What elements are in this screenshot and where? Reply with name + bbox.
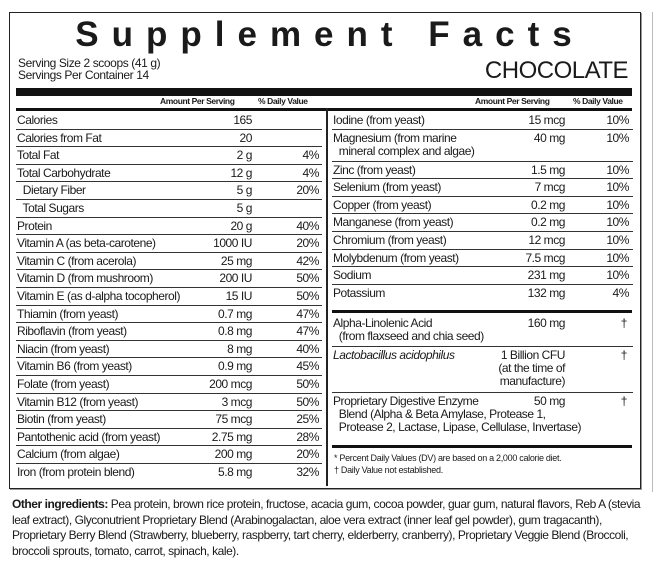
- column-divider: [326, 108, 328, 486]
- nutrient-name: Vitamin D (from mushroom): [17, 271, 153, 286]
- nutrient-row: [332, 112, 633, 130]
- nutrient-row: [16, 341, 322, 359]
- nutrient-amount: 40 mg: [533, 130, 565, 145]
- nutrient-row: [16, 165, 322, 183]
- nutrient-dv: 10%: [606, 268, 629, 283]
- nutrient-name: Proprietary Digestive Enzyme Blend (Alpha & Beta Amylase, Protease 1, Protease 2, Lactase, Lipase, Cellulase, Invertase): [333, 394, 582, 434]
- nutrient-row: [332, 315, 633, 347]
- nutrient-amount: 8 mg: [227, 341, 252, 356]
- nutrient-row: [332, 214, 633, 232]
- nutrient-row: [332, 130, 633, 162]
- nutrient-amount: 0.7 mg: [218, 306, 252, 321]
- header-dv-right: % Daily Value: [573, 96, 623, 106]
- nutrient-amount: 200 IU: [219, 271, 252, 286]
- nutrient-dv: 4%: [302, 148, 319, 163]
- nutrient-amount: 2 g: [236, 148, 252, 163]
- thick-divider: [332, 310, 632, 313]
- nutrient-amount: 5.8 mg: [218, 465, 252, 479]
- nutrient-amount: 165: [233, 113, 252, 127]
- serving-size: Serving Size 2 scoops (41 g): [18, 56, 161, 70]
- nutrient-dv: 10%: [606, 197, 629, 212]
- nutrient-row: [16, 358, 322, 376]
- nutrient-name: Zinc (from yeast): [333, 162, 416, 177]
- nutrient-row: [16, 446, 322, 464]
- header-amount-left: Amount Per Serving: [160, 96, 235, 106]
- nutrient-amount: 50 mg: [533, 394, 565, 408]
- nutrient-row: [16, 253, 322, 271]
- nutrient-row: [16, 323, 322, 341]
- nutrient-name: Alpha-Linolenic Acid (from flaxseed and chia seed): [333, 316, 484, 343]
- header-divider: [16, 108, 632, 111]
- nutrient-row: [16, 130, 322, 148]
- nutrient-name: Calories: [17, 113, 58, 127]
- nutrient-row: [16, 288, 322, 306]
- nutrient-name: Calories from Fat: [17, 130, 102, 145]
- nutrient-name: Total Fat: [17, 148, 59, 163]
- nutrient-row: [16, 200, 322, 218]
- servings-per-container: Servings Per Container 14: [18, 68, 149, 82]
- nutrient-name: Thiamin (from yeast): [17, 306, 119, 321]
- nutrient-row: [332, 285, 633, 303]
- nutrient-amount: 12 mcg: [528, 233, 565, 247]
- nutrient-amount: 12 g: [230, 165, 252, 180]
- nutrient-dv: 10%: [606, 215, 629, 230]
- nutrient-name: Vitamin B12 (from yeast): [17, 394, 139, 409]
- nutrient-name: Calcium (from algae): [17, 447, 120, 462]
- footnote-dv: * Percent Daily Values (DV) are based on a 2,000 calorie diet.: [334, 453, 562, 463]
- nutrient-name: Magnesium (from marine mineral complex and algae): [333, 130, 475, 158]
- nutrient-name: Vitamin A (as beta-carotene): [17, 236, 156, 251]
- nutrient-amount: 3 mcg: [221, 394, 252, 409]
- nutrient-row: [16, 218, 322, 236]
- nutrient-dv: 50%: [296, 394, 319, 409]
- nutrient-dv: 47%: [296, 324, 319, 339]
- nutrient-dv: 28%: [296, 429, 319, 444]
- nutrient-dv: †: [620, 394, 627, 408]
- nutrient-dv: †: [620, 316, 627, 330]
- nutrient-row: [332, 162, 633, 180]
- nutrient-row: [16, 464, 322, 482]
- nutrient-dv: 20%: [296, 447, 319, 462]
- nutrient-name: Vitamin E (as d-alpha tocopherol): [17, 289, 181, 303]
- nutrient-name: Folate (from yeast): [17, 377, 110, 391]
- nutrient-name: Dietary Fiber: [17, 183, 86, 198]
- nutrient-dv: 32%: [296, 465, 319, 479]
- nutrient-name: Selenium (from yeast): [333, 180, 441, 195]
- nutrient-dv: 10%: [606, 233, 629, 247]
- edge-line: [652, 12, 653, 492]
- nutrient-amount: 1 Billion CFU (at the time of manufacture): [498, 348, 565, 388]
- flavor-label: CHOCOLATE: [484, 57, 628, 84]
- nutrient-name: Chromium (from yeast): [333, 233, 447, 247]
- other-ingredients-text: Pea protein, brown rice protein, fructose, acacia gum, cocoa powder, guar gum, natural flavors, Reb A (stevia leaf extract), Glyconutrient Proprietary Blend (Arabinogalactan, aloe vera extract (inner leaf gel powder), gum tragacanth), Proprietary Berry Blend (Strawberry, blueberry, raspberry, tart cherry, elderberry, cranberry), Proprietary Veggie Blend (Broccoli, broccoli sprouts, tomato, carrot, spinach, kale).: [12, 497, 641, 558]
- nutrient-dv: †: [620, 348, 627, 362]
- nutrient-name: Vitamin B6 (from yeast): [17, 359, 132, 374]
- nutrient-amount: 0.2 mg: [531, 197, 565, 212]
- nutrient-amount: 7 mcg: [534, 180, 565, 195]
- nutrient-name: Biotin (from yeast): [17, 412, 106, 427]
- nutrient-row: [16, 411, 322, 429]
- nutrient-amount: 1.5 mg: [531, 162, 565, 177]
- nutrient-row: [16, 112, 322, 130]
- nutrient-amount: 75 mcg: [215, 412, 252, 427]
- nutrient-dv: 47%: [296, 306, 319, 321]
- nutrient-row: [16, 270, 322, 288]
- nutrient-name: Total Carbohydrate: [17, 165, 111, 180]
- nutrient-dv: 45%: [296, 359, 319, 374]
- header-dv-left: % Daily Value: [258, 96, 308, 106]
- nutrient-name: Lactobacillus acidophilus: [333, 348, 455, 362]
- nutrient-amount: 231 mg: [527, 268, 565, 283]
- nutrient-name: Copper (from yeast): [333, 197, 432, 212]
- nutrient-row: [332, 347, 633, 393]
- nutrient-dv: 10%: [606, 162, 629, 177]
- nutrient-row: [16, 147, 322, 165]
- nutrient-row: [332, 393, 633, 441]
- nutrient-amount: 20: [239, 130, 252, 145]
- nutrient-amount: 160 mg: [527, 316, 565, 330]
- nutrient-row: [332, 179, 633, 197]
- nutrient-name: Niacin (from yeast): [17, 341, 110, 356]
- nutrient-amount: 200 mcg: [209, 377, 252, 391]
- nutrient-name: Iodine (from yeast): [333, 113, 425, 127]
- thick-divider: [16, 88, 632, 96]
- nutrient-name: Molybdenum (from yeast): [333, 250, 459, 265]
- nutrient-dv: 10%: [606, 113, 629, 127]
- nutrient-amount: 5 g: [236, 201, 252, 215]
- nutrient-row: [16, 235, 322, 253]
- other-ingredients-label: Other ingredients:: [12, 497, 108, 511]
- header-amount-right: Amount Per Serving: [475, 96, 550, 106]
- nutrient-row: [332, 197, 633, 215]
- nutrient-dv: 20%: [296, 236, 319, 251]
- nutrient-amount: 7.5 mcg: [525, 250, 565, 265]
- nutrient-amount: 200 mg: [214, 447, 252, 462]
- nutrient-name: Protein: [17, 218, 52, 233]
- nutrient-name: Total Sugars: [17, 201, 84, 215]
- nutrient-dv: 25%: [296, 412, 319, 427]
- nutrient-dv: 42%: [296, 253, 319, 268]
- nutrient-name: Vitamin C (from acerola): [17, 253, 137, 268]
- nutrient-dv: 10%: [606, 130, 629, 145]
- nutrient-amount: 15 mcg: [528, 113, 565, 127]
- nutrient-amount: 0.2 mg: [531, 215, 565, 230]
- nutrient-name: Riboflavin (from yeast): [17, 324, 127, 339]
- nutrient-dv: 10%: [606, 250, 629, 265]
- nutrient-amount: 5 g: [236, 183, 252, 198]
- nutrient-dv: 4%: [612, 285, 629, 300]
- nutrient-row: [16, 394, 322, 412]
- nutrient-amount: 132 mg: [527, 285, 565, 300]
- supplement-facts-panel: [9, 12, 641, 489]
- nutrient-name: Iron (from protein blend): [17, 465, 135, 479]
- nutrient-name: Potassium: [333, 285, 385, 300]
- nutrient-name: Manganese (from yeast): [333, 215, 454, 230]
- other-ingredients: [12, 497, 652, 559]
- nutrient-row: [332, 232, 633, 250]
- nutrient-dv: 40%: [296, 341, 319, 356]
- thick-divider: [332, 445, 632, 448]
- nutrient-name: Pantothenic acid (from yeast): [17, 429, 161, 444]
- nutrient-dv: 40%: [296, 218, 319, 233]
- nutrient-amount: 25 mg: [220, 253, 252, 268]
- nutrient-row: [16, 429, 322, 447]
- nutrient-row: [332, 250, 633, 268]
- nutrient-dv: 50%: [296, 271, 319, 286]
- nutrient-dv: 4%: [302, 165, 319, 180]
- nutrient-row: [16, 376, 322, 394]
- nutrient-dv: 10%: [606, 180, 629, 195]
- nutrient-name: Sodium: [333, 268, 371, 283]
- nutrient-row: [16, 306, 322, 324]
- nutrient-dv: 50%: [296, 289, 319, 303]
- nutrient-amount: 1000 IU: [213, 236, 252, 251]
- nutrient-amount: 0.8 mg: [218, 324, 252, 339]
- nutrient-amount: 2.75 mg: [211, 429, 252, 444]
- nutrient-dv: 20%: [296, 183, 319, 198]
- footnote-dagger: † Daily Value not established.: [334, 465, 443, 475]
- nutrient-amount: 0.9 mg: [218, 359, 252, 374]
- nutrient-dv: 50%: [296, 377, 319, 391]
- nutrient-amount: 20 g: [230, 218, 252, 233]
- nutrient-row: [332, 267, 633, 285]
- nutrient-row: [16, 182, 322, 200]
- nutrient-amount: 15 IU: [225, 289, 252, 303]
- panel-title: Supplement Facts: [75, 15, 585, 54]
